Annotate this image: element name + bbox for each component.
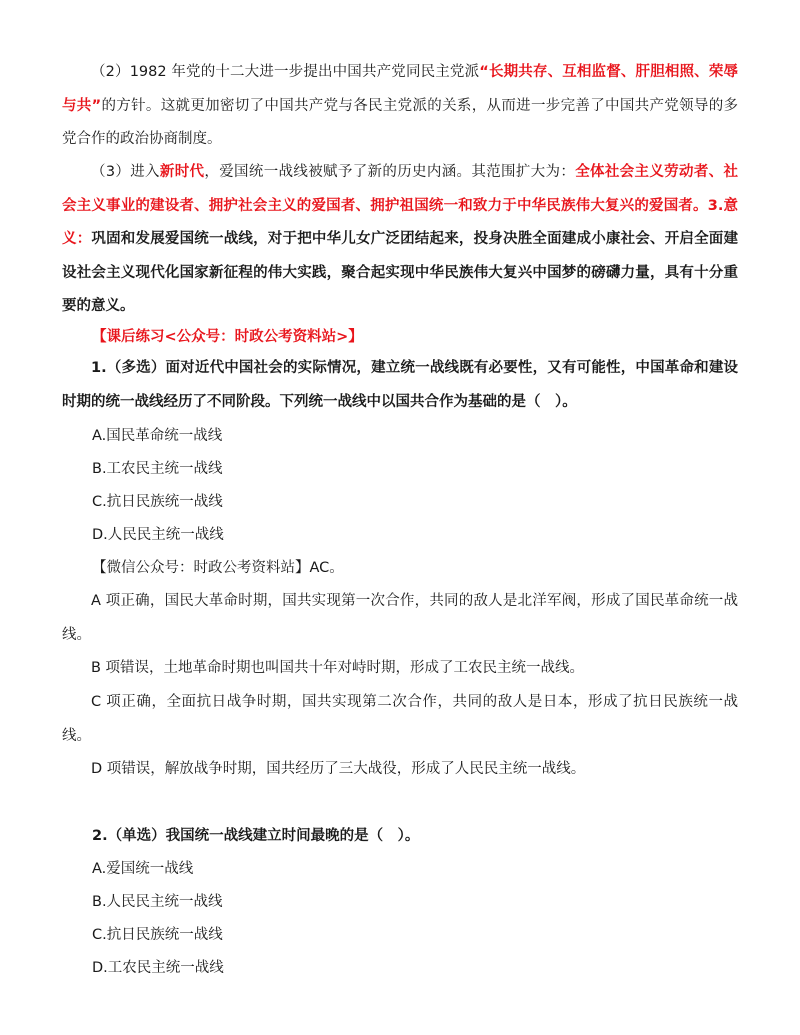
paragraph-twelfth-congress: （2）1982 年党的十二大进一步提出中国共产党同民主党派“长期共存、互相监督、肝胆相照、荣辱与共”的方针。这就更加密切了中国共产党与各民主党派的关系，从而进一步完善了中国共产党领导的多党合作的政治协商制度。 xyxy=(62,64,739,147)
q2-option-b: B.人民民主统一战线 xyxy=(92,894,223,910)
q2-option-c: C.抗日民族统一战线 xyxy=(92,927,223,943)
q1-explanation-a: A 项正确，国民大革命时期，国共实现第一次合作，共同的敌人是北洋军阀，形成了国民革命统一战线。 xyxy=(62,593,738,643)
question-2-stem: 2.（单选）我国统一战线建立时间最晚的是（ ）。 xyxy=(92,828,420,844)
q2-option-a: A.爱国统一战线 xyxy=(92,861,194,877)
q1-option-c: C.抗日民族统一战线 xyxy=(92,494,223,510)
q1-option-a: A.国民革命统一战线 xyxy=(92,428,223,444)
q2-option-d: D.工农民主统一战线 xyxy=(92,960,224,976)
new-era-highlight: 新时代 xyxy=(159,164,205,180)
q1-explanation-b: B 项错误，土地革命时期也叫国共十年对峙时期，形成了工农民主统一战线。 xyxy=(91,660,585,676)
scope-highlight: 全体社会主义劳动者、社会主义事业的建设者、拥护社会主义的爱国者、拥护祖国统一和致力于中华民族伟大复兴的爱国者。3.意义： xyxy=(62,164,739,247)
q1-explanation-c: C 项正确，全面抗日战争时期，国共实现第二次合作，共同的敌人是日本，形成了抗日民族统一战线。 xyxy=(62,694,738,744)
q1-explanation-d: D 项错误，解放战争时期，国共经历了三大战役，形成了人民民主统一战线。 xyxy=(91,761,586,777)
q1-option-b: B.工农民主统一战线 xyxy=(92,461,223,477)
section-title: 【课后练习<公众号：时政公考资料站>】 xyxy=(92,329,363,345)
q1-option-d: D.人民民主统一战线 xyxy=(92,527,224,543)
policy-highlight: “长期共存、互相监督、肝胆相照、荣辱与共” xyxy=(62,64,739,114)
paragraph-new-era: （3）进入新时代，爱国统一战线被赋予了新的历史内涵。其范围扩大为：全体社会主义劳动者、社会主义事业的建设者、拥护社会主义的爱国者、拥护祖国统一和致力于中华民族伟大复兴的爱国者。3.意义：巩固和发展爱国统一战线，对于把中华儿女广泛团结起来，投身决胜全面建成小康社会、开启全面建设社会主义现代化国家新征程的伟大实践，聚合起实现中华民族伟大复兴中国梦的磅礴力量，具有十分重要的意义。 xyxy=(62,164,739,314)
significance-text: 巩固和发展爱国统一战线，对于把中华儿女广泛团结起来，投身决胜全面建成小康社会、开启全面建设社会主义现代化国家新征程的伟大实践，聚合起实现中华民族伟大复兴中国梦的磅礴力量，具有十分重要的意义。 xyxy=(62,231,739,314)
q1-answer: 【微信公众号：时政公考资料站】AC。 xyxy=(92,560,344,576)
question-1-stem: 1.（多选）面对近代中国社会的实际情况，建立统一战线既有必要性，又有可能性，中国革命和建设时期的统一战线经历了不同阶段。下列统一战线中以国共合作为基础的是（ ）。 xyxy=(62,360,738,410)
